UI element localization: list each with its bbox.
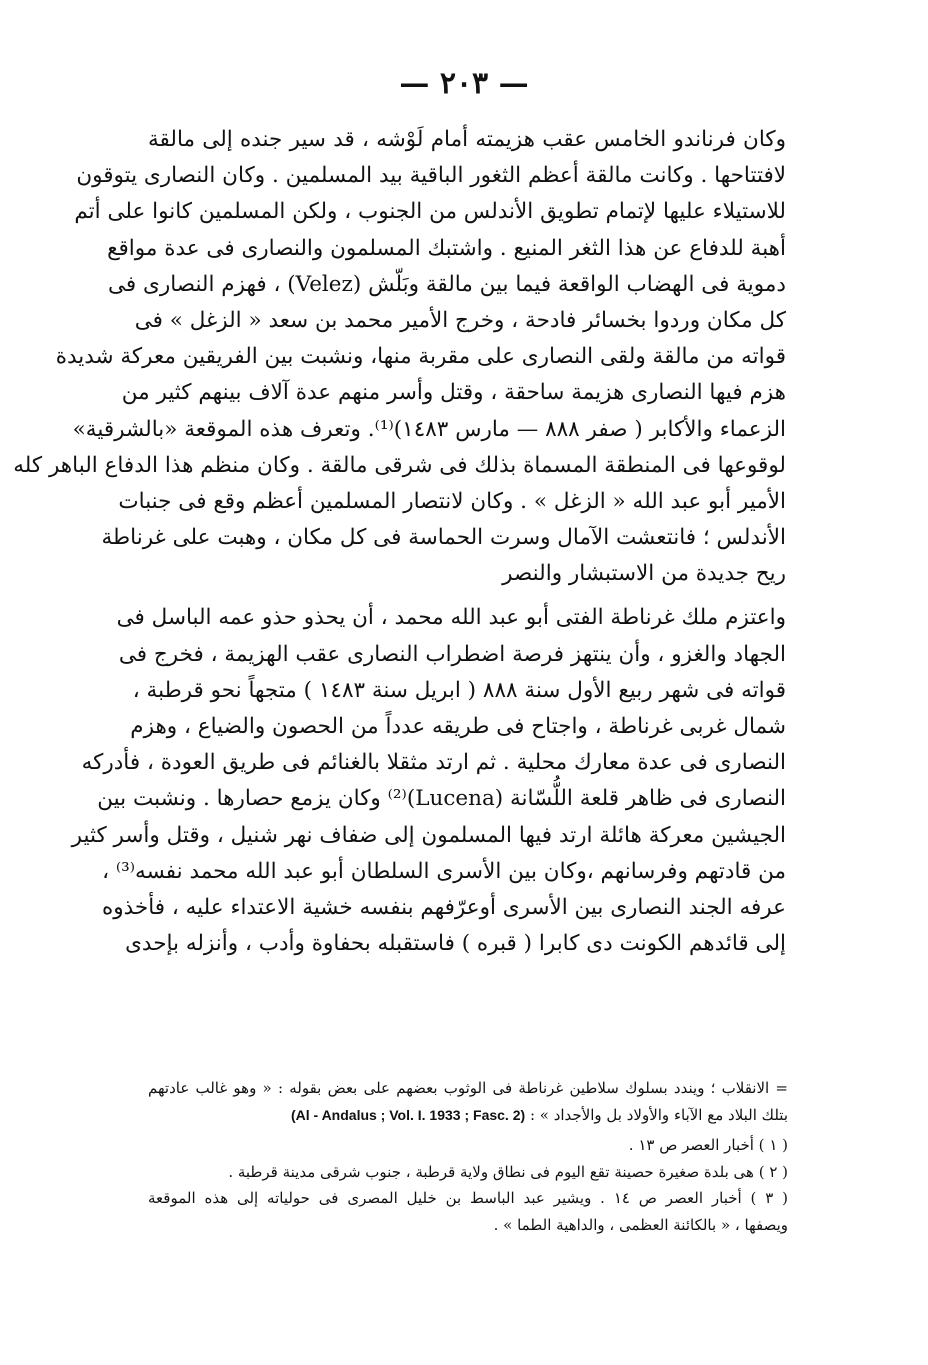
footnote-3: ( ٣ ) أخبار العصر ص ١٤ . ويشير عبد الباسط بن خليل المصرى فى حولياته إلى هذه الموقعة [148, 1189, 789, 1207]
text-line: الجيشين معركة هائلة ارتد فيها المسلمون إلى ضفاف نهر شنيل ، وقتل وأسر كثير [71, 822, 786, 848]
footnote-continuation [148, 1102, 788, 1129]
text-line: ريح جديدة من الاستبشار والنصر [502, 561, 786, 587]
text-line: دموية فى الهضاب الواقعة فيما بين مالقة وبَلّش (Velez) ، فهزم النصارى فى [108, 271, 786, 297]
text-line: النصارى فى عدة معارك محلية . ثم ارتد مثقلا بالغنائم فى طريق العودة ، فأدركه [81, 750, 786, 776]
text-line: إلى قائدهم الكونت دى كابرا ( قبره ) فاستقبله بحفاوة وأدب ، وأنزله بإحدى [125, 931, 786, 957]
page-number: — ٢٠٣ — [399, 66, 529, 101]
text-line: الأندلس ؛ فانتعشت الآمال وسرت الحماسة فى كل مكان ، وهبت على غرناطة [101, 525, 786, 551]
text-line: الأمير أبو عبد الله « الزغل » . وكان لانتصار المسلمين أعظم وقع فى جنبات [118, 488, 786, 514]
text-line: واعتزم ملك غرناطة الفتى أبو عبد الله محمد ، أن يحذو حذو عمه الباسل فى [116, 605, 786, 631]
paragraph-gap [148, 592, 786, 600]
footnote-2: ( ٢ ) هى بلدة صغيرة حصينة تقع اليوم فى نطاق ولاية قرطبة ، جنوب شرقى مدينة قرطبة . [228, 1162, 788, 1181]
text-line: قواته من مالقة ولقى النصارى على مقربة منها، ونشبت بين الفريقين معركة شديدة [55, 344, 786, 370]
footnote-continuation-text: بتلك البلاد مع الآباء والأولاد بل والأجداد » : [529, 1105, 788, 1124]
footnote-continuation: = الانقلاب ؛ ويندد بسلوك سلاطين غرناطة فى الوثوب بعضهم على بعض بقوله : « وهو غالب عادتهم [148, 1079, 788, 1097]
text-line: أهبة للدفاع عن هذا الثغر المنيع . واشتبك المسلمون والنصارى فى عدة مواقع [107, 235, 786, 261]
text-line: عرفه الجند النصارى بين الأسرى أوعرّفهم بنفسه خشية الاعتداء عليه ، فأخذوه [101, 894, 786, 920]
footnote-3-continuation: ويصفها ، « بالكائنة العظمى ، والداهية الطما » . [493, 1215, 788, 1234]
paragraph-2 [71, 600, 786, 962]
footnote-1: ( ١ ) أخبار العصر ص ١٣ . [628, 1136, 788, 1154]
text-line: وكان فرناندو الخامس عقب هزيمته أمام لَوْشه ، قد سير جنده إلى مالقة [148, 127, 786, 152]
text-line: للاستيلاء عليها لإتمام تطويق الأندلس من الجنوب ، ولكن المسلمين كانوا على أتم [74, 199, 786, 225]
paragraph-1 [13, 122, 786, 592]
text-line: قواته فى شهر ربيع الأول سنة ٨٨٨ ( ابريل سنة ١٤٨٣ ) متجهاً نحو قرطبة ، [132, 677, 786, 703]
text-line: من قادتهم وفرسانهم ،وكان بين الأسرى السلطان أبو عبد الله محمد نفسه⁽³⁾ ، [102, 858, 786, 884]
main-text [13, 122, 786, 962]
text-line: شمال غربى غرناطة ، واجتاح فى طريقه عدداً من الحصون والضياع ، وهزم [130, 714, 786, 739]
text-line: كل مكان وردوا بخسائر فادحة ، وخرج الأمير محمد بن سعد « الزغل » فى [134, 307, 786, 333]
text-line: النصارى فى ظاهر قلعة اللُّسّانة (Lucena)⁽²⁾ وكان يزمع حصارها . ونشبت بين [97, 786, 786, 812]
text-line: لوقوعها فى المنطقة المسماة بذلك فى شرقى مالقة . وكان منظم هذا الدفاع الباهر كله [13, 452, 786, 478]
text-line: لافتتاحها . وكانت مالقة أعظم الثغور الباقية بيد المسلمين . وكان النصارى يتوقون [76, 163, 786, 189]
footnote-citation: (Al - Andalus ; Vol. I. 1933 ; Fasc. 2) [290, 1106, 526, 1123]
text-line: هزم فيها النصارى هزيمة ساحقة ، وقتل وأسر منهم عدة آلاف بينهم كثير من [121, 380, 786, 406]
text-line: الجهاد والغزو ، وأن ينتهز فرصة اضطراب النصارى عقب الهزيمة ، فخرج فى [118, 641, 786, 667]
text-line: الزعماء والأكابر ( صفر ٨٨٨ — مارس ١٤٨٣)⁽¹⁾. وتعرف هذه الموقعة «بالشرقية» [72, 416, 786, 442]
footnotes [148, 1075, 788, 1238]
